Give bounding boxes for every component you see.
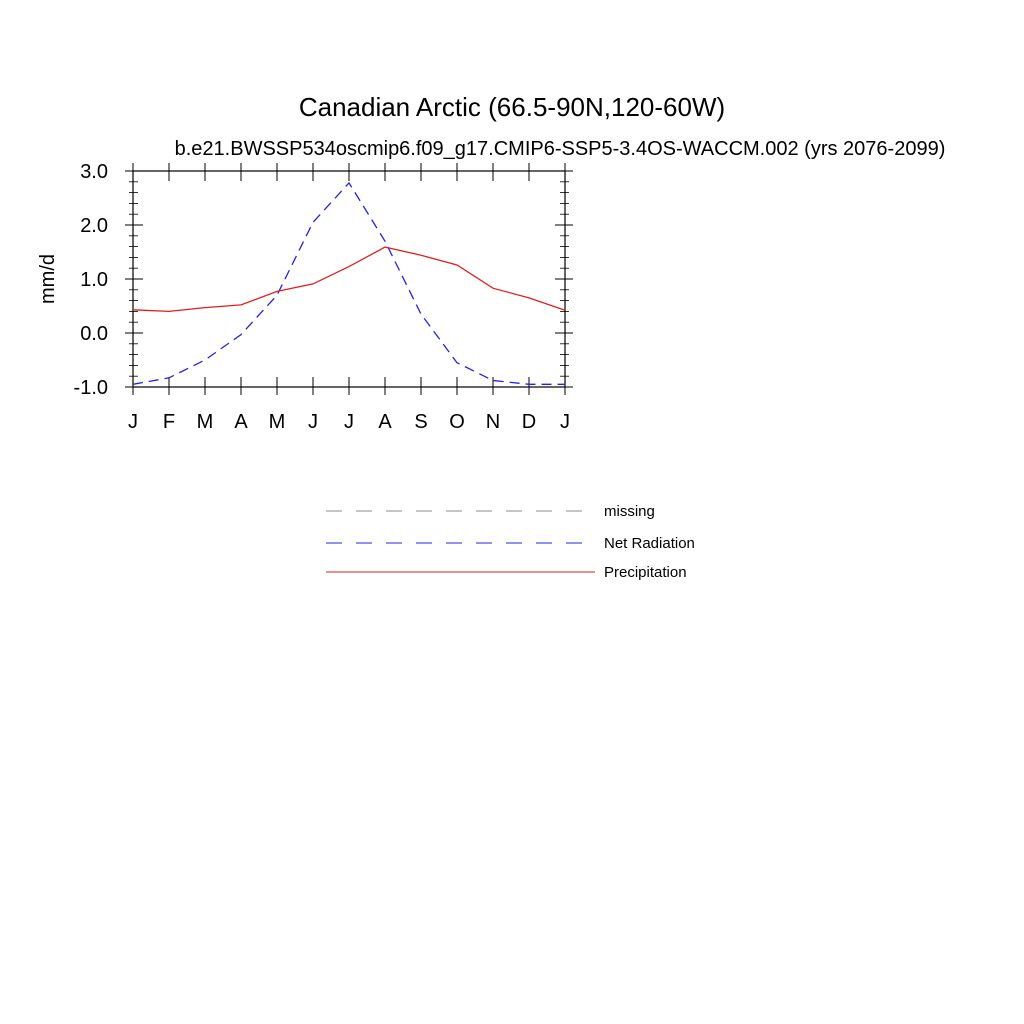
legend-precipitation-label: Precipitation <box>604 564 687 581</box>
chart-subtitle: b.e21.BWSSP534oscmip6.f09_g17.CMIP6-SSP5-3.4OS-WACCM.002 (yrs 2076-2099) <box>174 138 946 160</box>
y-tick-label: 1.0 <box>80 269 108 291</box>
y-axis-label: mm/d <box>37 254 59 304</box>
series-line-precipitation <box>133 247 565 311</box>
y-tick-label: 2.0 <box>80 215 108 237</box>
legend-net-radiation-label: Net Radiation <box>604 535 695 552</box>
series-line-net-radiation <box>133 183 565 384</box>
x-tick-label: M <box>196 411 214 433</box>
x-tick-label: J <box>560 411 570 433</box>
x-tick-label: J <box>308 411 318 433</box>
x-tick-label: A <box>378 411 392 433</box>
y-tick-label: -1.0 <box>73 377 108 399</box>
x-tick-label: O <box>449 411 465 433</box>
series-lines <box>133 183 565 384</box>
y-tick-label: 3.0 <box>80 161 108 183</box>
plot-frame <box>133 171 565 387</box>
axis-ticks <box>125 163 573 395</box>
x-tick-label: S <box>414 411 428 433</box>
y-tick-label: 0.0 <box>80 323 108 345</box>
x-tick-label: D <box>521 411 537 433</box>
legend-missing-label: missing <box>604 503 655 520</box>
y-tick-labels <box>74 161 108 399</box>
x-tick-label: A <box>234 411 248 433</box>
x-tick-label: N <box>485 411 501 433</box>
chart-title: Canadian Arctic (66.5-90N,120-60W) <box>298 92 726 122</box>
x-tick-label: J <box>128 411 138 433</box>
x-tick-label: J <box>344 411 354 433</box>
x-tick-label: F <box>162 411 176 433</box>
legend <box>326 503 695 581</box>
x-tick-labels <box>128 411 570 433</box>
x-tick-label: M <box>268 411 286 433</box>
